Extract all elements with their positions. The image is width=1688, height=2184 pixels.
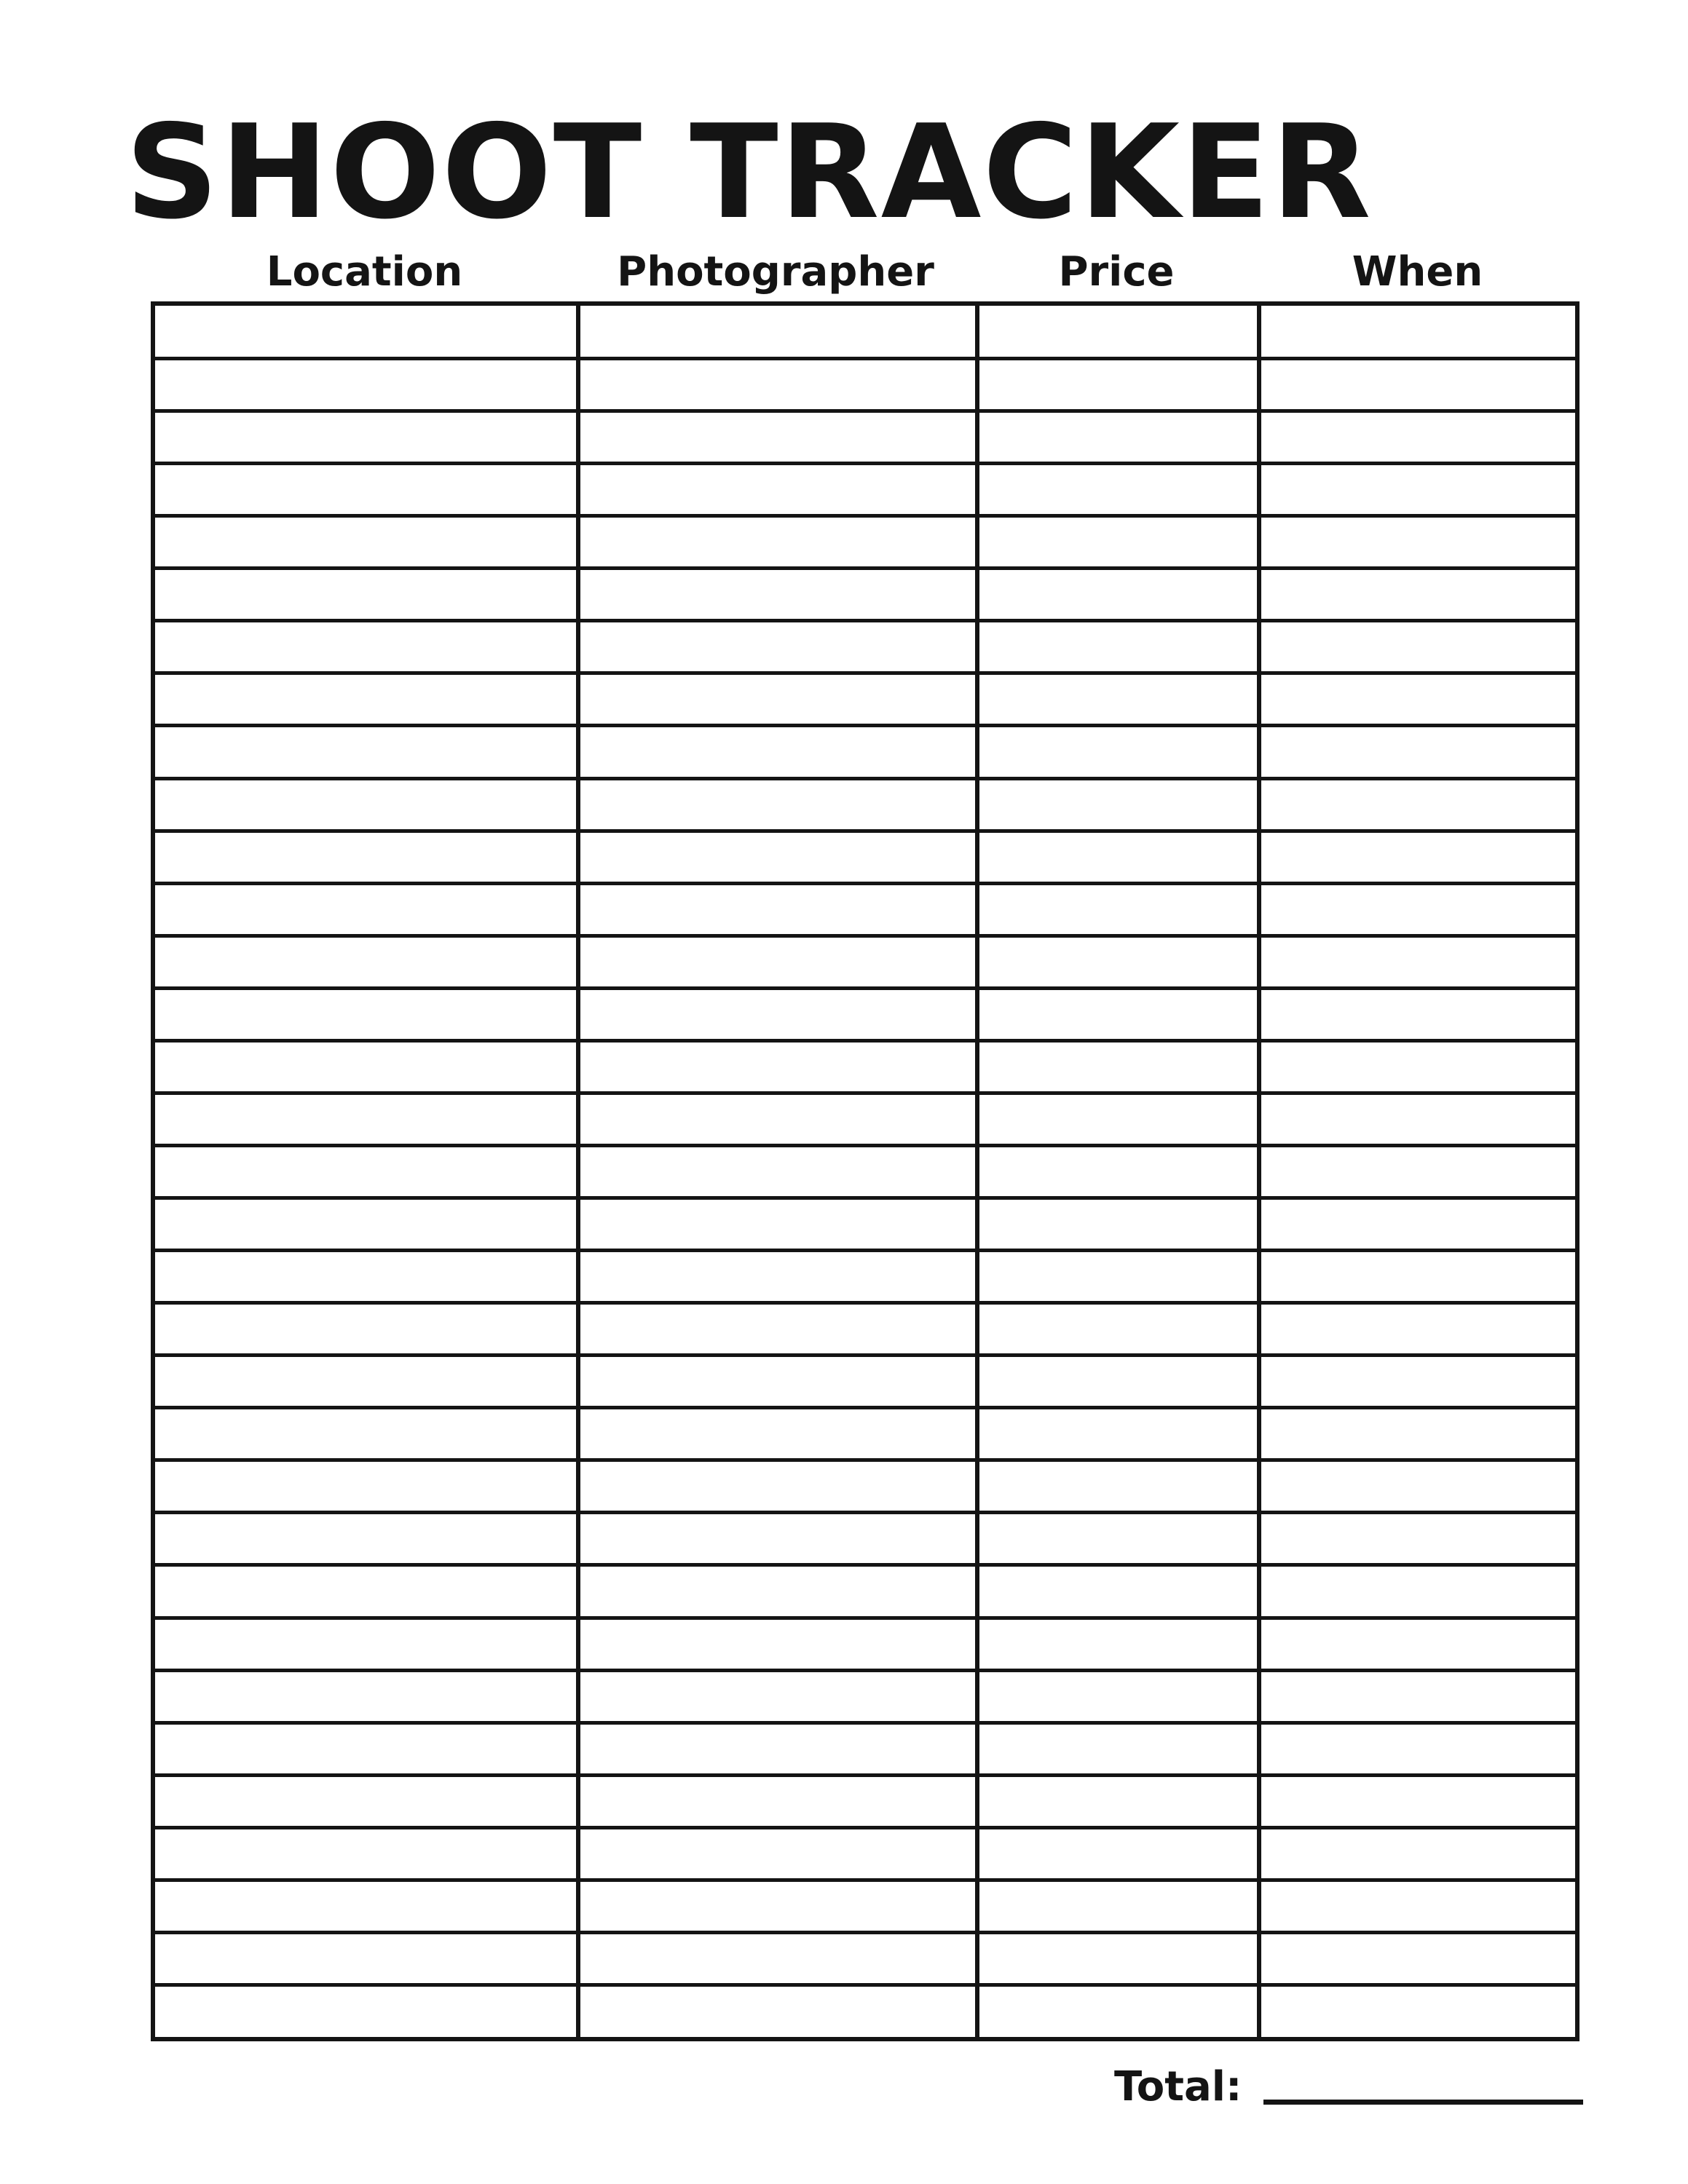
total-write-line[interactable] xyxy=(1263,2100,1583,2105)
row-divider xyxy=(155,934,1575,938)
row-divider xyxy=(155,1144,1575,1147)
column-divider xyxy=(975,306,979,2037)
column-header-price: Price xyxy=(1058,248,1175,296)
row-divider xyxy=(155,619,1575,622)
row-divider xyxy=(155,1826,1575,1829)
row-divider xyxy=(155,829,1575,833)
row-divider xyxy=(155,1353,1575,1357)
row-divider xyxy=(155,462,1575,465)
row-divider xyxy=(155,1196,1575,1200)
row-divider xyxy=(155,409,1575,413)
column-header-location: Location xyxy=(266,248,463,296)
row-divider xyxy=(155,777,1575,780)
row-divider xyxy=(155,1091,1575,1095)
row-divider xyxy=(155,514,1575,518)
column-divider xyxy=(1257,306,1261,2037)
row-divider xyxy=(155,1406,1575,1409)
row-divider xyxy=(155,1511,1575,1514)
row-divider xyxy=(155,1301,1575,1305)
row-divider xyxy=(155,1931,1575,1934)
row-divider xyxy=(155,1563,1575,1567)
row-divider xyxy=(155,1983,1575,1987)
row-divider xyxy=(155,1721,1575,1725)
total-label: Total: xyxy=(1114,2063,1242,2110)
tracker-table xyxy=(151,301,1579,2041)
page-title: SHOOT TRACKER xyxy=(125,97,1373,248)
row-divider xyxy=(155,1878,1575,1882)
column-header-when: When xyxy=(1352,248,1483,296)
row-divider xyxy=(155,986,1575,990)
row-divider xyxy=(155,1616,1575,1620)
row-divider xyxy=(155,724,1575,727)
row-divider xyxy=(155,566,1575,570)
row-divider xyxy=(155,357,1575,360)
row-divider xyxy=(155,1249,1575,1252)
column-divider xyxy=(576,306,580,2037)
row-divider xyxy=(155,1458,1575,1462)
row-divider xyxy=(155,1773,1575,1777)
row-divider xyxy=(155,882,1575,885)
column-header-photographer: Photographer xyxy=(617,248,934,296)
row-divider xyxy=(155,1669,1575,1672)
row-divider xyxy=(155,671,1575,675)
row-divider xyxy=(155,1039,1575,1042)
